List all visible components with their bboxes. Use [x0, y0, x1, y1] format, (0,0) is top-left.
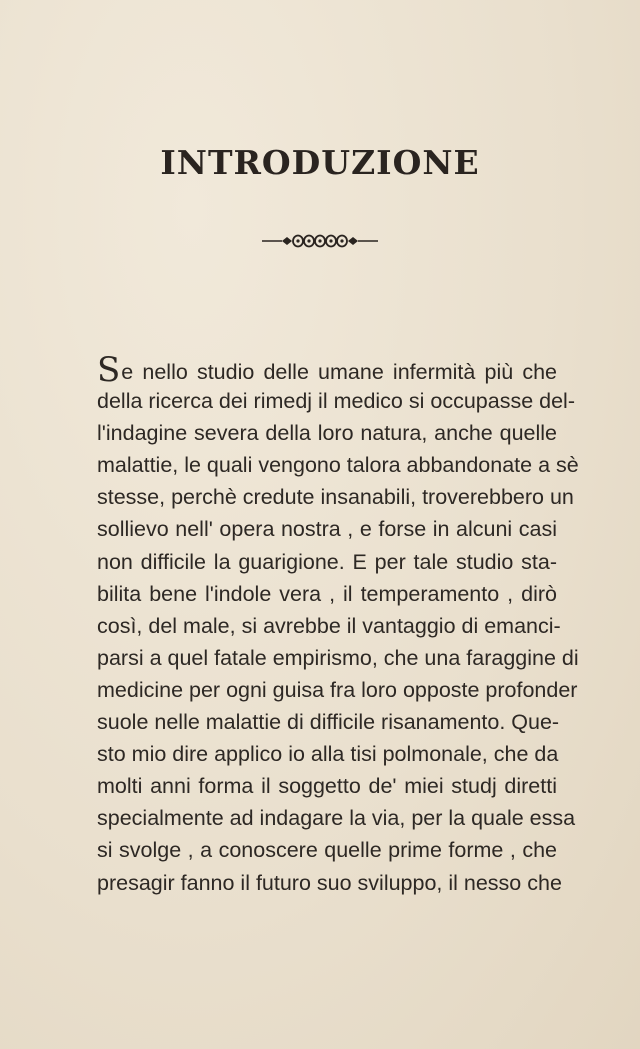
paragraph-line: medicine per ogni guisa fra loro opposte profonder	[97, 677, 578, 702]
paragraph-line: della ricerca dei rimedj il medico si occupasse del-	[97, 389, 575, 414]
introduction-paragraph	[97, 350, 579, 899]
ornamental-rule-icon	[0, 232, 640, 250]
paragraph-line: suole nelle malattie di difficile risanamento. Que-	[97, 710, 560, 735]
paragraph-line: l'indagine severa della loro natura, anche quelle	[97, 421, 557, 446]
paragraph-line: specialmente ad indagare la via, per la quale essa	[97, 806, 576, 831]
first-line-text: e nello studio delle umane infermità più che	[121, 360, 557, 384]
paragraph-line: sto mio dire applico io alla tisi polmonale, che da	[97, 742, 559, 767]
paragraph-line: malattie, le quali vengono talora abbandonate a sè	[97, 453, 579, 478]
paragraph-line: bilita bene l'indole vera , il temperamento , dirò	[97, 581, 557, 606]
paragraph-line: si svolge , a conoscere quelle prime forme , che	[97, 838, 557, 863]
chapter-title: INTRODUZIONE	[160, 143, 480, 182]
paragraph-line: parsi a quel fatale empirismo, che una faraggine di	[97, 645, 579, 670]
ornament-svg	[260, 232, 380, 250]
paragraph-line: così, del male, si avrebbe il vantaggio di emanci-	[97, 613, 561, 638]
paragraph-line: non difficile la guarigione. E per tale studio sta-	[97, 549, 557, 574]
paragraph-line: molti anni forma il soggetto de' miei studj diretti	[97, 774, 557, 799]
paragraph-line: stesse, perchè credute insanabili, troverebbero un	[97, 485, 574, 510]
drop-cap: S	[97, 350, 121, 390]
paragraph-line	[97, 350, 557, 390]
paragraph-line: presagir fanno il futuro suo sviluppo, il nesso che	[97, 870, 562, 895]
paragraph-line: sollievo nell' opera nostra , e forse in alcuni casi	[97, 517, 557, 542]
